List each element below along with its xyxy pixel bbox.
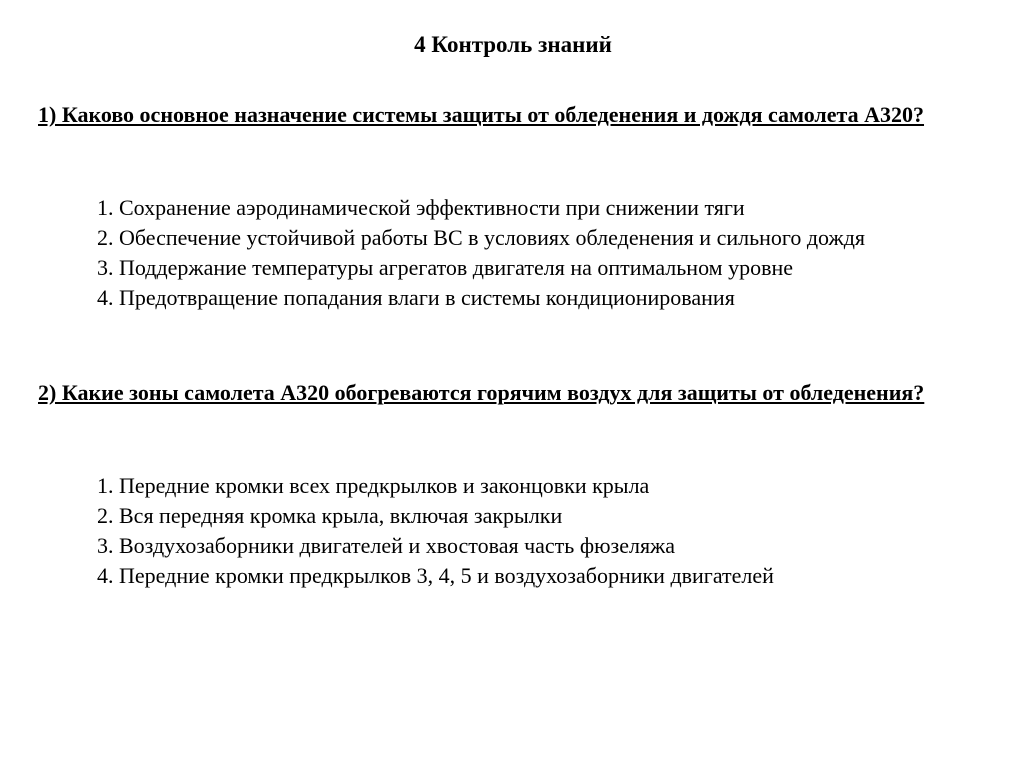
page-title: 4 Контроль знаний xyxy=(414,32,612,57)
answer-option: 2. Вся передняя кромка крыла, включая закрылки xyxy=(97,503,563,528)
answer-list-1 xyxy=(38,193,988,313)
answer-list-2 xyxy=(38,471,988,591)
question-2: 2) Какие зоны самолета А320 обогреваются горячим воздух для защиты от обледенения? xyxy=(38,380,925,405)
answer-option: 3. Поддержание температуры агрегатов двигателя на оптимальном уровне xyxy=(97,255,793,280)
answer-option: 4. Предотвращение попадания влаги в системы кондиционирования xyxy=(97,285,735,310)
answer-option: 4. Передние кромки предкрылков 3, 4, 5 и воздухозаборники двигателей xyxy=(97,563,774,588)
answer-option: 1. Сохранение аэродинамической эффективности при снижении тяги xyxy=(97,195,745,220)
question-1: 1) Каково основное назначение системы защиты от обледенения и дождя самолета А320? xyxy=(38,102,925,127)
answer-option: 2. Обеспечение устойчивой работы ВС в условиях обледенения и сильного дождя xyxy=(97,225,866,250)
answer-option: 1. Передние кромки всех предкрылков и законцовки крыла xyxy=(97,473,650,498)
answer-option: 3. Воздухозаборники двигателей и хвостовая часть фюзеляжа xyxy=(97,533,676,558)
